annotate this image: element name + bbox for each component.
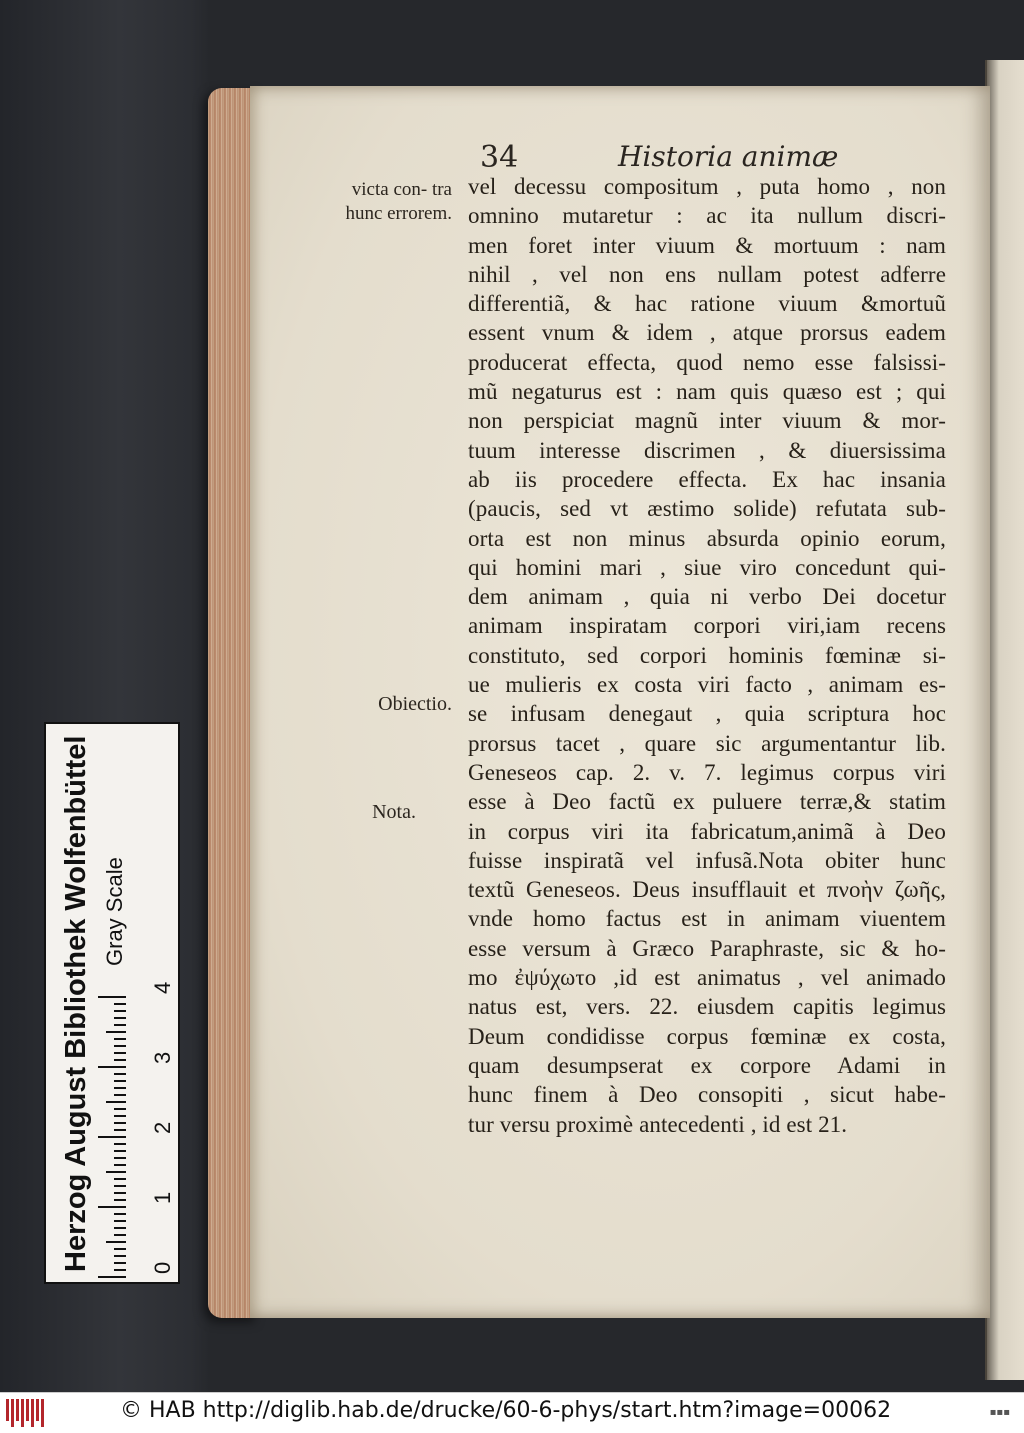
ruler-tick bbox=[114, 1024, 126, 1026]
text-line: qui homini mari , siue viro concedunt qui- bbox=[468, 554, 946, 580]
text-line: quam desumpserat ex corpore Adami in bbox=[468, 1052, 946, 1078]
text-line: ab iis procedere effecta. Ex hac insania bbox=[468, 466, 946, 492]
footer-url[interactable]: © HAB http://diglib.hab.de/drucke/60-6-phys/start.htm?image=00062 bbox=[120, 1398, 892, 1423]
ruler-tick bbox=[106, 1171, 126, 1173]
ruler-tick bbox=[114, 1234, 126, 1236]
text-line: Deum condidisse corpus fœminæ ex costa, bbox=[468, 1023, 946, 1049]
text-line: men foret inter viuum & mortuum : nam bbox=[468, 232, 946, 258]
ruler-tick bbox=[114, 1185, 126, 1187]
body-text bbox=[468, 172, 946, 1139]
ruler-tick bbox=[114, 1220, 126, 1222]
ruler-tick bbox=[114, 1129, 126, 1131]
ruler-tick-label: 3 bbox=[150, 1051, 175, 1064]
ruler-tick bbox=[106, 1101, 126, 1103]
ruler-tick bbox=[114, 1150, 126, 1152]
ruler-tick bbox=[114, 1199, 126, 1201]
ruler-tick bbox=[98, 1276, 126, 1278]
ruler-tick bbox=[114, 1087, 126, 1089]
text-line: esse à Deo factũ ex puluere terræ,& statim bbox=[468, 789, 946, 815]
ruler-ticks bbox=[96, 990, 126, 1278]
text-line: constituto, sed corpori hominis fœminæ si- bbox=[468, 642, 946, 668]
ruler-tick bbox=[114, 1192, 126, 1194]
text-line: ue mulieris ex costa viri facto , animam es- bbox=[468, 672, 946, 698]
text-line: non perspiciat magnũ inter viuum & mor- bbox=[468, 408, 946, 434]
text-line: tur versu proximè antecedenti , id est 21. bbox=[468, 1111, 848, 1137]
text-line: mũ negaturus est : nam quis quæso est ; qui bbox=[468, 379, 946, 405]
text-line: tuum interesse discrimen , & diuersissima bbox=[468, 437, 946, 463]
running-head: Historia animæ bbox=[618, 140, 839, 173]
text-line: producerat effecta, quod nemo esse falsissi- bbox=[468, 349, 946, 375]
text-line: textũ Geneseos. Deus insufflauit et πνοὴν ζωῆς, bbox=[468, 877, 946, 903]
margin-note: Obiectio. bbox=[378, 693, 452, 715]
page-number: 34 bbox=[480, 140, 519, 175]
text-line: omnino mutaretur : ac ita nullum discri- bbox=[468, 203, 946, 229]
hab-logo-icon bbox=[6, 1399, 48, 1427]
margin-note: Nota. bbox=[372, 801, 416, 823]
text-line: vnde homo factus est in animam viuentem bbox=[468, 906, 946, 932]
text-line: (paucis, sed vt æstimo solide) refutata sub- bbox=[468, 496, 946, 522]
neighbor-page-edge bbox=[985, 60, 1024, 1380]
margin-note: victa con- tra hunc errorem. bbox=[345, 179, 452, 224]
text-line: orta est non minus absurda opinio eorum, bbox=[468, 525, 946, 551]
text-line: esse versum à Græco Paraphraste, sic & ho- bbox=[468, 935, 946, 961]
ruler-tick bbox=[114, 1213, 126, 1215]
text-line: differentiã, & hac ratione viuum &mortuũ bbox=[468, 291, 946, 317]
ruler-tick bbox=[114, 1227, 126, 1229]
ruler-tick-label: 0 bbox=[150, 1261, 175, 1274]
ruler-tick-label: 2 bbox=[150, 1121, 175, 1134]
ruler-tick bbox=[98, 1066, 126, 1068]
ruler-tick bbox=[114, 1094, 126, 1096]
ruler-tick bbox=[114, 1003, 126, 1005]
ruler-title: Herzog August Bibliothek Wolfenbüttel bbox=[60, 735, 92, 1272]
ruler-tick bbox=[114, 1052, 126, 1054]
ruler-tick bbox=[114, 1115, 126, 1117]
ruler-tick bbox=[114, 1255, 126, 1257]
ruler-tick-label: 4 bbox=[150, 981, 175, 994]
text-line: animam inspiratam corpori viri,iam recens bbox=[468, 613, 946, 639]
ruler-tick bbox=[114, 1108, 126, 1110]
text-line: hunc finem à Deo consopiti , sicut habe- bbox=[468, 1082, 946, 1108]
ruler-tick bbox=[114, 1073, 126, 1075]
text-line: mo ἐψύχωτο ,id est animatus , vel animado bbox=[468, 965, 946, 991]
ruler-tick bbox=[114, 1248, 126, 1250]
ruler-tick bbox=[114, 1080, 126, 1082]
text-line: nihil , vel non ens nullam potest adferre bbox=[468, 261, 946, 287]
ruler-tick bbox=[98, 1136, 126, 1138]
footer-dots-icon: ▪▪▪ bbox=[989, 1407, 1010, 1418]
ruler-tick bbox=[114, 1038, 126, 1040]
text-line: vel decessu compositum , puta homo , non bbox=[468, 174, 946, 199]
ruler-tick bbox=[114, 1122, 126, 1124]
text-line: Geneseos cap. 2. v. 7. legimus corpus viri bbox=[468, 759, 946, 785]
ruler-tick bbox=[98, 996, 126, 998]
ruler-tick bbox=[114, 1143, 126, 1145]
ruler-tick bbox=[114, 1017, 126, 1019]
text-line: natus est, vers. 22. eiusdem capitis legimus bbox=[468, 994, 946, 1020]
gray-scale-label: Gray Scale bbox=[102, 857, 127, 966]
ruler-tick bbox=[114, 1178, 126, 1180]
text-line: in corpus viri ita fabricatum,animã à Deo bbox=[468, 818, 946, 844]
ruler-tick bbox=[114, 1262, 126, 1264]
ruler-tick bbox=[114, 1269, 126, 1271]
ruler-tick bbox=[98, 1206, 126, 1208]
text-line: se infusam denegaut , quia scriptura hoc bbox=[468, 701, 946, 727]
ruler-tick bbox=[114, 1164, 126, 1166]
ruler-tick bbox=[114, 1045, 126, 1047]
ruler-tick bbox=[114, 1059, 126, 1061]
ruler-tick bbox=[114, 1010, 126, 1012]
ruler-tick bbox=[106, 1241, 126, 1243]
text-line: fuisse inspiratã vel infusã.Nota obiter hunc bbox=[468, 847, 946, 873]
text-line: essent vnum & idem , atque prorsus eadem bbox=[468, 320, 946, 346]
ruler-tick bbox=[106, 1031, 126, 1033]
text-line: dem animam , quia ni verbo Dei docetur bbox=[468, 584, 946, 610]
ruler-tick-label: 1 bbox=[150, 1191, 175, 1204]
text-line: prorsus tacet , quare sic argumentantur lib. bbox=[468, 730, 946, 756]
ruler-tick bbox=[114, 1157, 126, 1159]
footer-bar bbox=[0, 1392, 1024, 1433]
